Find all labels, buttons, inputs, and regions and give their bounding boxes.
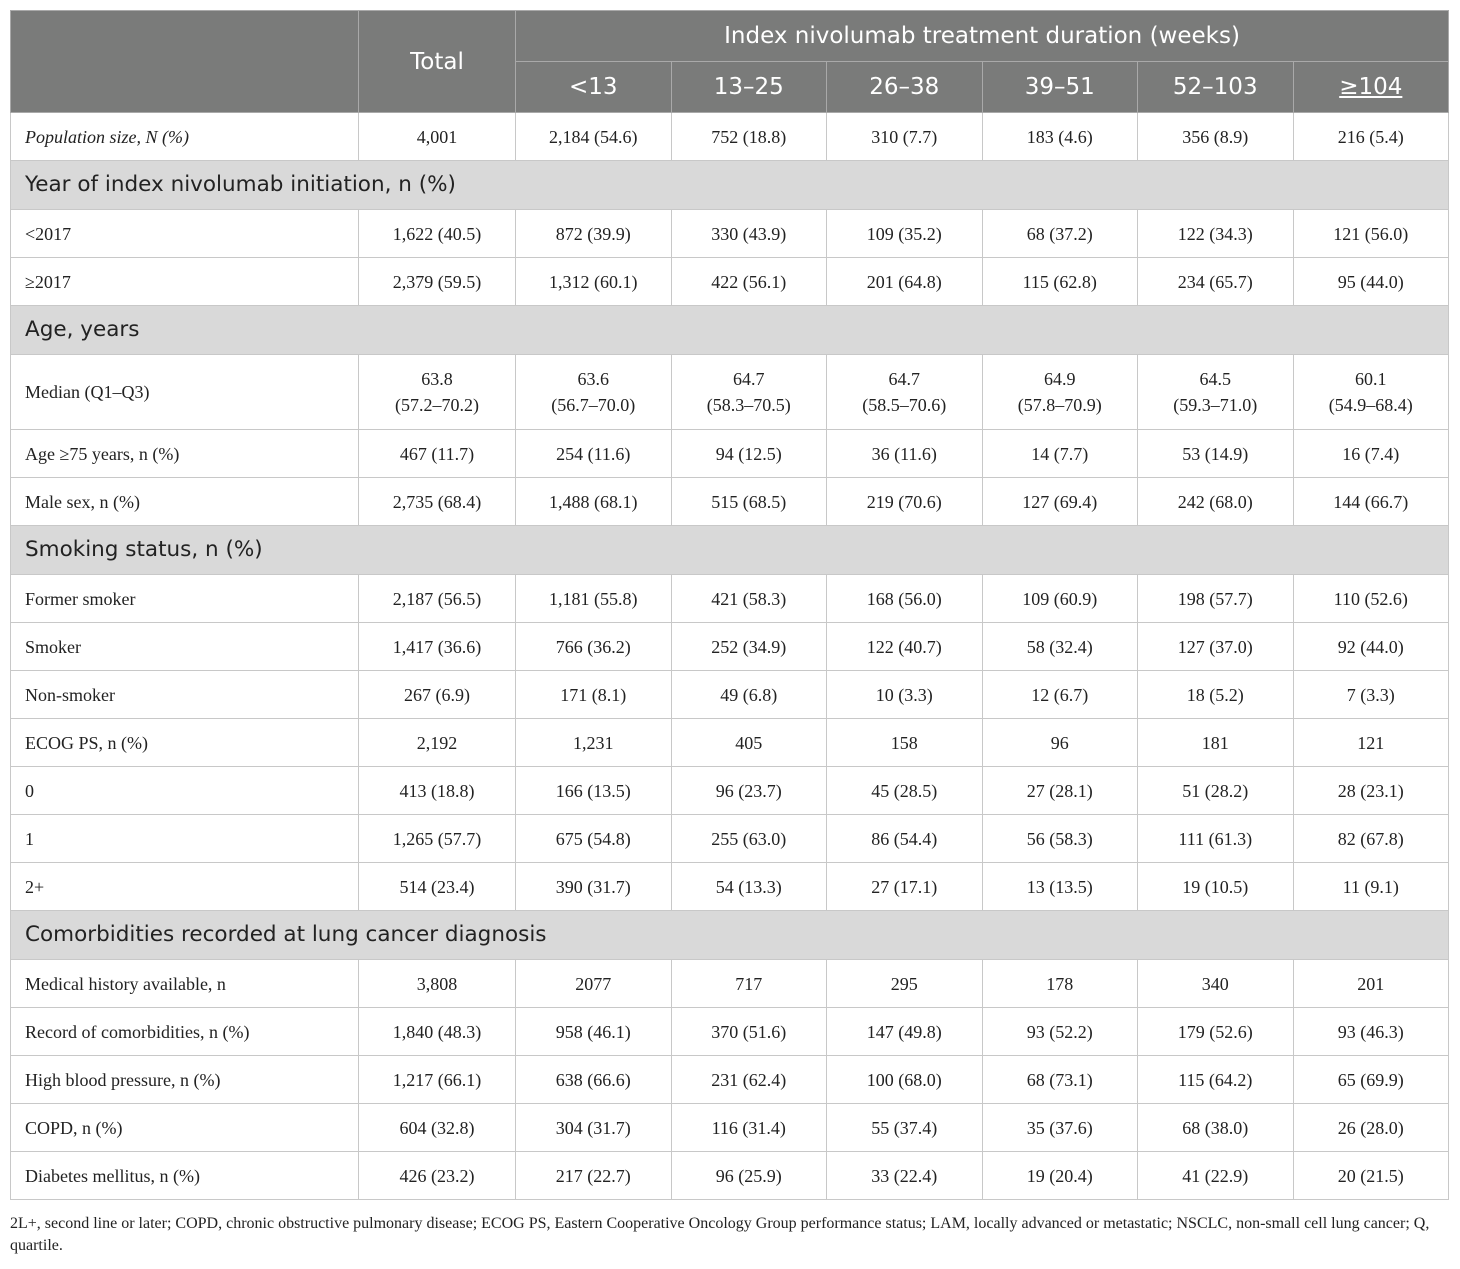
table-row [11,575,1449,623]
header-duration-39-51: 39–51 [982,62,1138,113]
table-cell: 93 (46.3) [1293,1008,1449,1056]
cell-iqr: (56.7–70.0) [551,395,636,415]
table-cell: 53 (14.9) [1138,430,1294,478]
row-label: Diabetes mellitus, n (%) [11,1152,359,1200]
table-cell: 717 [671,960,827,1008]
table-cell: 198 (57.7) [1138,575,1294,623]
row-label: 0 [11,767,359,815]
table-cell: 14 (7.7) [982,430,1138,478]
header-duration-52-103: 52–103 [1138,62,1294,113]
cell-median: 64.5 [1199,369,1231,389]
table-cell: 413 (18.8) [359,767,516,815]
table-cell: 13 (13.5) [982,863,1138,911]
table-cell: 242 (68.0) [1138,478,1294,526]
table-cell: 219 (70.6) [827,478,983,526]
table-cell: 68 (38.0) [1138,1104,1294,1152]
table-cell: 68 (73.1) [982,1056,1138,1104]
table-row [11,815,1449,863]
table-cell: 340 [1138,960,1294,1008]
table-cell: 254 (11.6) [516,430,672,478]
table-cell: 12 (6.7) [982,671,1138,719]
table-cell: 1,312 (60.1) [516,258,672,306]
row-label: High blood pressure, n (%) [11,1056,359,1104]
cell-iqr: (58.5–70.6) [862,395,947,415]
header-duration-13-25: 13–25 [671,62,827,113]
table-cell: 872 (39.9) [516,210,672,258]
table-cell: 515 (68.5) [671,478,827,526]
section-title: Age, years [11,306,1449,355]
table-cell: 110 (52.6) [1293,575,1449,623]
table-cell: 1,265 (57.7) [359,815,516,863]
table-body [11,113,1449,1200]
table-cell: 426 (23.2) [359,1152,516,1200]
cell-median: 64.7 [733,369,765,389]
table-cell: 675 (54.8) [516,815,672,863]
table-cell: 96 (23.7) [671,767,827,815]
table-cell: 1,488 (68.1) [516,478,672,526]
table-cell: 3,808 [359,960,516,1008]
row-label: Non-smoker [11,671,359,719]
table-cell: 310 (7.7) [827,113,983,161]
table-cell: 231 (62.4) [671,1056,827,1104]
table-cell: 111 (61.3) [1138,815,1294,863]
cell-median: 63.6 [577,369,609,389]
row-label: Medical history available, n [11,960,359,1008]
table-row [11,1008,1449,1056]
row-label: Population size, N (%) [11,113,359,161]
section-title: Year of index nivolumab initiation, n (%) [11,161,1449,210]
table-row [11,210,1449,258]
table-row [11,719,1449,767]
table-cell: 4,001 [359,113,516,161]
cell-iqr: (57.8–70.9) [1017,395,1102,415]
table-cell: 35 (37.6) [982,1104,1138,1152]
table-row [11,767,1449,815]
table-cell: 234 (65.7) [1138,258,1294,306]
table-cell: 178 [982,960,1138,1008]
table-cell: 27 (28.1) [982,767,1138,815]
table-cell: 216 (5.4) [1293,113,1449,161]
row-label: 2+ [11,863,359,911]
table-cell [982,355,1138,430]
cell-iqr: (58.3–70.5) [706,395,791,415]
cell-iqr: (59.3–71.0) [1173,395,1258,415]
header-empty-cell [11,11,359,113]
table-row [11,258,1449,306]
table-cell: 115 (64.2) [1138,1056,1294,1104]
header-total: Total [359,11,516,113]
header-duration-ge104: ≥104 [1293,62,1449,113]
table-cell: 467 (11.7) [359,430,516,478]
table-cell: 7 (3.3) [1293,671,1449,719]
table-cell: 16 (7.4) [1293,430,1449,478]
table-cell: 33 (22.4) [827,1152,983,1200]
table-cell: 82 (67.8) [1293,815,1449,863]
table-cell: 638 (66.6) [516,1056,672,1104]
table-cell: 122 (40.7) [827,623,983,671]
table-cell: 2,187 (56.5) [359,575,516,623]
table-footnote: 2L+, second line or later; COPD, chronic obstructive pulmonary disease; ECOG PS, Eastern Cooperative Oncology Group performance status; LAM, locally advanced or metastatic; NSCLC, non-small cell lung cancer; Q, quartile. [10,1215,1430,1254]
table-cell: 55 (37.4) [827,1104,983,1152]
table-cell [1293,355,1449,430]
row-label: Male sex, n (%) [11,478,359,526]
table-cell: 19 (20.4) [982,1152,1138,1200]
table-cell: 166 (13.5) [516,767,672,815]
table-cell: 183 (4.6) [982,113,1138,161]
table-cell: 109 (60.9) [982,575,1138,623]
table-cell: 304 (31.7) [516,1104,672,1152]
table-row [11,1104,1449,1152]
table-cell [359,355,516,430]
table-cell: 201 [1293,960,1449,1008]
table-row [11,113,1449,161]
section-header-row [11,161,1449,210]
table-cell: 422 (56.1) [671,258,827,306]
table-cell: 121 [1293,719,1449,767]
table-cell: 11 (9.1) [1293,863,1449,911]
table-cell: 96 (25.9) [671,1152,827,1200]
table-cell: 1,417 (36.6) [359,623,516,671]
table-container [10,10,1449,1200]
table-cell: 28 (23.1) [1293,767,1449,815]
table-cell: 86 (54.4) [827,815,983,863]
table-cell: 2,184 (54.6) [516,113,672,161]
table-row [11,355,1449,430]
table-cell: 122 (34.3) [1138,210,1294,258]
table-cell: 1,231 [516,719,672,767]
row-label: ECOG PS, n (%) [11,719,359,767]
table-cell: 96 [982,719,1138,767]
table-cell: 370 (51.6) [671,1008,827,1056]
cell-median: 64.9 [1044,369,1076,389]
table-cell: 267 (6.9) [359,671,516,719]
table-cell: 56 (58.3) [982,815,1138,863]
table-cell: 1,217 (66.1) [359,1056,516,1104]
table-cell: 1,622 (40.5) [359,210,516,258]
table-row [11,623,1449,671]
table-cell: 109 (35.2) [827,210,983,258]
table-cell: 168 (56.0) [827,575,983,623]
baseline-characteristics-table [10,10,1449,1200]
row-label: Smoker [11,623,359,671]
table-cell: 179 (52.6) [1138,1008,1294,1056]
table-cell: 514 (23.4) [359,863,516,911]
table-cell [671,355,827,430]
table-cell: 252 (34.9) [671,623,827,671]
table-cell: 20 (21.5) [1293,1152,1449,1200]
table-row [11,863,1449,911]
table-cell: 2,735 (68.4) [359,478,516,526]
table-cell: 255 (63.0) [671,815,827,863]
table-cell: 100 (68.0) [827,1056,983,1104]
table-cell: 115 (62.8) [982,258,1138,306]
table-cell: 158 [827,719,983,767]
table-cell: 10 (3.3) [827,671,983,719]
table-cell: 1,181 (55.8) [516,575,672,623]
table-cell: 752 (18.8) [671,113,827,161]
table-cell: 127 (37.0) [1138,623,1294,671]
cell-median: 64.7 [888,369,920,389]
table-cell: 201 (64.8) [827,258,983,306]
table-cell: 2,379 (59.5) [359,258,516,306]
table-cell: 405 [671,719,827,767]
table-cell: 58 (32.4) [982,623,1138,671]
table-cell: 36 (11.6) [827,430,983,478]
table-cell: 54 (13.3) [671,863,827,911]
table-row [11,430,1449,478]
table-cell [827,355,983,430]
table-cell: 2077 [516,960,672,1008]
table-cell: 45 (28.5) [827,767,983,815]
row-label: ≥2017 [11,258,359,306]
table-cell: 604 (32.8) [359,1104,516,1152]
table-cell: 116 (31.4) [671,1104,827,1152]
table-cell: 1,840 (48.3) [359,1008,516,1056]
header-duration-group: Index nivolumab treatment duration (weeks) [516,11,1449,62]
table-cell: 27 (17.1) [827,863,983,911]
table-cell: 49 (6.8) [671,671,827,719]
table-cell: 147 (49.8) [827,1008,983,1056]
table-cell: 958 (46.1) [516,1008,672,1056]
section-title: Comorbidities recorded at lung cancer diagnosis [11,911,1449,960]
cell-median: 63.8 [421,369,453,389]
table-cell: 330 (43.9) [671,210,827,258]
table-cell: 766 (36.2) [516,623,672,671]
table-row [11,478,1449,526]
row-label: COPD, n (%) [11,1104,359,1152]
table-cell: 144 (66.7) [1293,478,1449,526]
row-label: <2017 [11,210,359,258]
cell-iqr: (57.2–70.2) [395,395,479,415]
row-label: Age ≥75 years, n (%) [11,430,359,478]
table-row [11,960,1449,1008]
table-cell: 295 [827,960,983,1008]
table-cell: 68 (37.2) [982,210,1138,258]
header-duration-26-38: 26–38 [827,62,983,113]
table-cell: 390 (31.7) [516,863,672,911]
table-cell [516,355,672,430]
table-row [11,1056,1449,1104]
table-cell: 217 (22.7) [516,1152,672,1200]
table-cell: 127 (69.4) [982,478,1138,526]
table-header [11,11,1449,113]
table-cell: 19 (10.5) [1138,863,1294,911]
row-label: 1 [11,815,359,863]
table-cell: 92 (44.0) [1293,623,1449,671]
table-cell: 94 (12.5) [671,430,827,478]
table-cell: 2,192 [359,719,516,767]
table-cell: 26 (28.0) [1293,1104,1449,1152]
row-label: Record of comorbidities, n (%) [11,1008,359,1056]
table-cell: 95 (44.0) [1293,258,1449,306]
cell-median: 60.1 [1355,369,1387,389]
section-header-row [11,306,1449,355]
table-cell: 65 (69.9) [1293,1056,1449,1104]
table-cell: 171 (8.1) [516,671,672,719]
table-row [11,671,1449,719]
table-cell: 181 [1138,719,1294,767]
section-title: Smoking status, n (%) [11,526,1449,575]
table-cell: 356 (8.9) [1138,113,1294,161]
table-cell: 121 (56.0) [1293,210,1449,258]
row-label: Median (Q1–Q3) [11,355,359,430]
table-cell: 51 (28.2) [1138,767,1294,815]
section-header-row [11,526,1449,575]
header-duration-lt13: <13 [516,62,672,113]
row-label: Former smoker [11,575,359,623]
section-header-row [11,911,1449,960]
table-cell: 18 (5.2) [1138,671,1294,719]
table-row [11,1152,1449,1200]
cell-iqr: (54.9–68.4) [1328,395,1413,415]
table-cell: 41 (22.9) [1138,1152,1294,1200]
table-cell [1138,355,1294,430]
table-cell: 421 (58.3) [671,575,827,623]
table-cell: 93 (52.2) [982,1008,1138,1056]
